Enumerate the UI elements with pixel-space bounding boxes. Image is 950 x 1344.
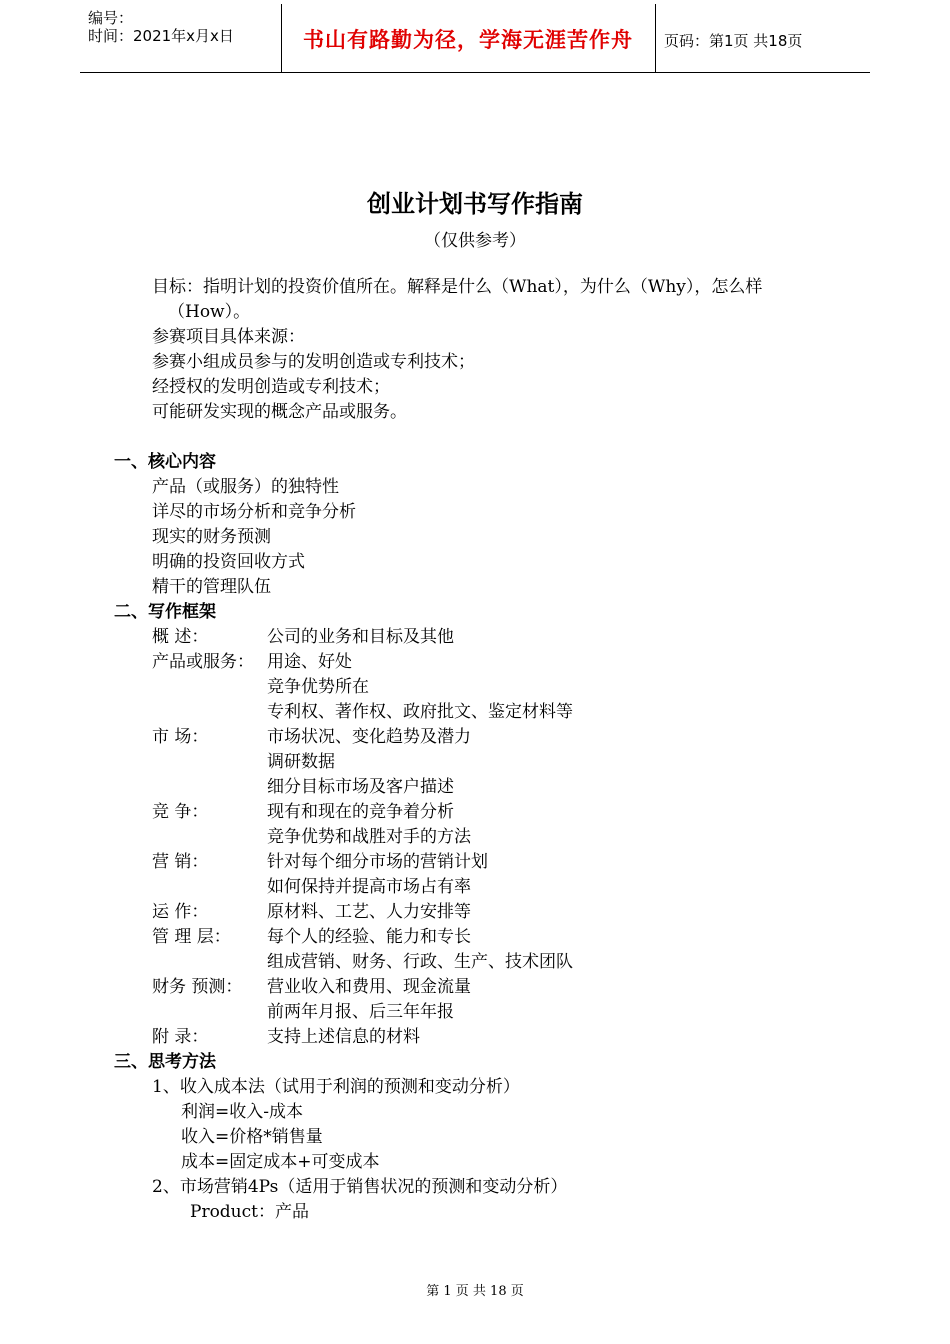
- method-sub-item: Product：产品: [190, 1202, 309, 1222]
- framework-text: 细分目标市场及客户描述: [267, 777, 454, 797]
- framework-text: 如何保持并提高市场占有率: [267, 877, 471, 897]
- time-label: 时间：2021年x月x日: [88, 27, 234, 45]
- framework-label: 管 理 层：: [152, 927, 231, 947]
- framework-text: 竞争优势所在: [267, 677, 369, 697]
- list-item: 现实的财务预测: [152, 527, 271, 547]
- header-divider: [655, 4, 656, 72]
- page-footer: 第 1 页 共 18 页: [426, 1284, 524, 1299]
- method-item: 2、市场营销4Ps（适用于销售状况的预测和变动分析）: [152, 1177, 568, 1197]
- framework-text: 每个人的经验、能力和专长: [267, 927, 471, 947]
- document-subtitle: （仅供参考）: [424, 231, 526, 251]
- number-label: 编号：: [88, 9, 134, 27]
- framework-text: 市场状况、变化趋势及潜力: [267, 727, 471, 747]
- framework-label: 营 销：: [152, 852, 209, 872]
- intro-source-item: 可能研发实现的概念产品或服务。: [152, 402, 407, 422]
- framework-label: 市 场：: [152, 727, 209, 747]
- framework-text: 调研数据: [267, 752, 335, 772]
- list-item: 明确的投资回收方式: [152, 552, 305, 572]
- header-page-info: 页码：第1页 共18页: [664, 32, 803, 50]
- section-heading: 一、核心内容: [114, 452, 216, 472]
- framework-text: 用途、好处: [267, 652, 352, 672]
- header-meta: [80, 4, 280, 72]
- framework-text: 组成营销、财务、行政、生产、技术团队: [267, 952, 573, 972]
- framework-text: 专利权、著作权、政府批文、鉴定材料等: [267, 702, 573, 722]
- header-motto: 书山有路勤为径，学海无涯苦作舟: [303, 28, 633, 52]
- method-formula: 利润=收入-成本: [181, 1102, 303, 1122]
- framework-label: 产品或服务：: [152, 652, 254, 672]
- framework-label: 竞 争：: [152, 802, 209, 822]
- section-heading: 三、思考方法: [114, 1052, 216, 1072]
- section-heading: 二、写作框架: [114, 602, 216, 622]
- method-formula: 成本=固定成本+可变成本: [181, 1152, 380, 1172]
- intro-goal: 目标：指明计划的投资价值所在。解释是什么（What），为什么（Why），怎么样: [152, 277, 763, 297]
- framework-label: 运 作：: [152, 902, 209, 922]
- intro-goal-cont: （How）。: [168, 302, 251, 322]
- framework-text: 支持上述信息的材料: [267, 1027, 420, 1047]
- framework-text: 竞争优势和战胜对手的方法: [267, 827, 471, 847]
- intro-source-item: 参赛小组成员参与的发明创造或专利技术；: [152, 352, 475, 372]
- method-item: 1、收入成本法（试用于利润的预测和变动分析）: [152, 1077, 520, 1097]
- list-item: 产品（或服务）的独特性: [152, 477, 339, 497]
- framework-label: 附 录：: [152, 1027, 209, 1047]
- method-formula: 收入=价格*销售量: [181, 1127, 323, 1147]
- framework-text: 前两年月报、后三年年报: [267, 1002, 454, 1022]
- list-item: 详尽的市场分析和竞争分析: [152, 502, 356, 522]
- framework-label: 财务 预测：: [152, 977, 243, 997]
- document-title: 创业计划书写作指南: [367, 190, 583, 218]
- list-item: 精干的管理队伍: [152, 577, 271, 597]
- page-header: [80, 4, 870, 73]
- framework-text: 原材料、工艺、人力安排等: [267, 902, 471, 922]
- framework-text: 营业收入和费用、现金流量: [267, 977, 471, 997]
- framework-text: 针对每个细分市场的营销计划: [267, 852, 488, 872]
- intro-source-item: 经授权的发明创造或专利技术；: [152, 377, 390, 397]
- intro-source: 参赛项目具体来源：: [152, 327, 305, 347]
- framework-text: 现有和现在的竞争着分析: [267, 802, 454, 822]
- framework-label: 概 述：: [152, 627, 209, 647]
- framework-text: 公司的业务和目标及其他: [267, 627, 454, 647]
